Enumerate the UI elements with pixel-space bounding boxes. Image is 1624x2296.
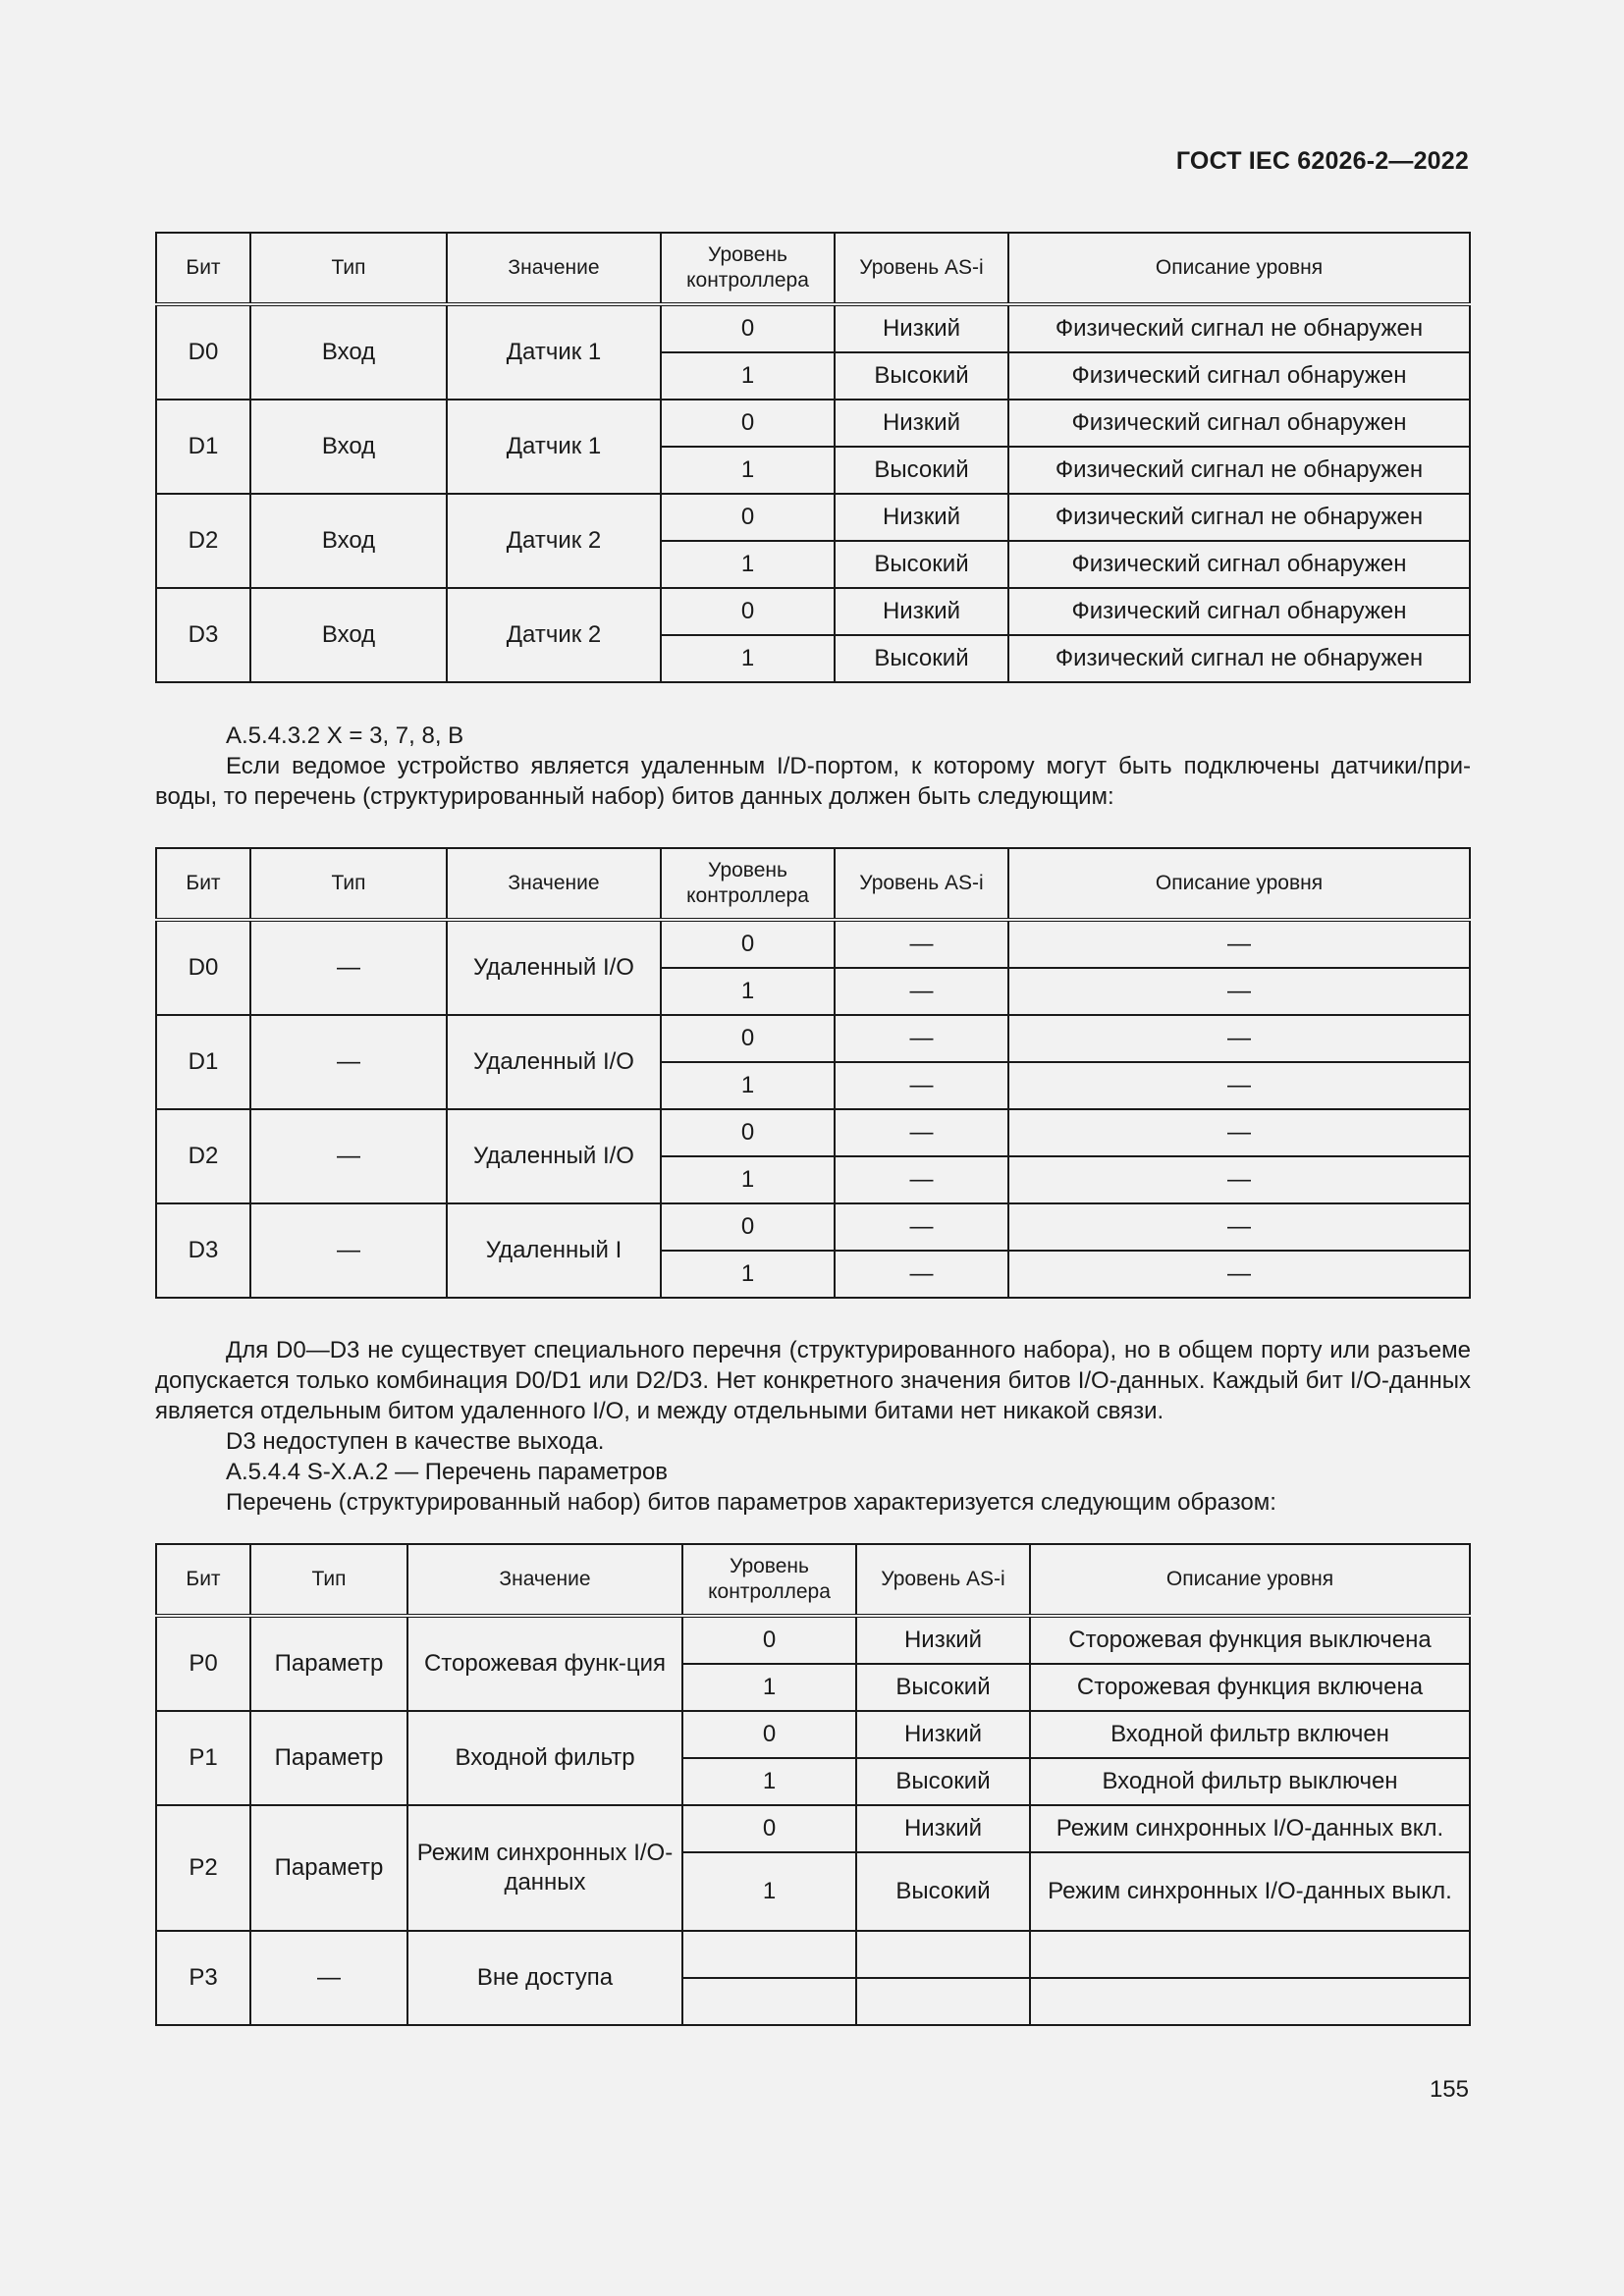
cell-value: Вне доступа: [407, 1931, 682, 2025]
cell-desc: [1030, 1978, 1470, 2025]
cell-desc: Физический сигнал не обнаружен: [1008, 447, 1470, 494]
cell-type: Вход: [250, 400, 447, 494]
cell-desc: Режим синхронных I/O-данных вкл.: [1030, 1805, 1470, 1852]
table-row: [156, 588, 1470, 635]
col-value: Значение: [407, 1544, 682, 1616]
col-controller-level: Уровень контроллера: [661, 233, 835, 304]
cell-ctrl: 1: [661, 447, 835, 494]
cell-ctrl: 0: [661, 304, 835, 352]
cell-ctrl: 1: [661, 1251, 835, 1298]
table-row: [156, 304, 1470, 352]
cell-ctrl: 1: [661, 635, 835, 682]
table-row: [156, 1616, 1470, 1664]
cell-ctrl: 1: [661, 1156, 835, 1203]
cell-asi: Высокий: [835, 447, 1008, 494]
cell-asi: —: [835, 968, 1008, 1015]
cell-asi: Высокий: [856, 1664, 1030, 1711]
cell-desc: —: [1008, 1109, 1470, 1156]
table-row: [156, 494, 1470, 541]
cell-type: Вход: [250, 588, 447, 682]
cell-type: —: [250, 1109, 447, 1203]
cell-desc: Физический сигнал не обнаружен: [1008, 635, 1470, 682]
cell-desc: —: [1008, 1062, 1470, 1109]
cell-ctrl: 1: [661, 968, 835, 1015]
cell-ctrl: 1: [661, 1062, 835, 1109]
col-bit: Бит: [156, 848, 250, 920]
col-value: Значение: [447, 848, 661, 920]
cell-type: —: [250, 1015, 447, 1109]
cell-ctrl: 0: [661, 1109, 835, 1156]
col-type: Тип: [250, 233, 447, 304]
section-heading-a544: А.5.4.4 S-X.A.2 — Перечень параметров: [226, 1459, 669, 1485]
table-row: [156, 1931, 1470, 1978]
cell-value: Датчик 1: [447, 304, 661, 400]
parameter-bits-table: [155, 1543, 1471, 2026]
cell-desc: Физический сигнал не обнаружен: [1008, 494, 1470, 541]
cell-asi: Высокий: [856, 1758, 1030, 1805]
cell-desc: —: [1008, 1156, 1470, 1203]
cell-asi: —: [835, 1156, 1008, 1203]
col-type: Тип: [250, 848, 447, 920]
cell-ctrl: 0: [661, 1203, 835, 1251]
cell-value: Сторожевая функ-ция: [407, 1616, 682, 1711]
table-row: [156, 1109, 1470, 1156]
cell-asi: [856, 1978, 1030, 2025]
cell-bit: D3: [156, 1203, 250, 1298]
cell-desc: Физический сигнал обнаружен: [1008, 352, 1470, 400]
cell-desc: Входной фильтр включен: [1030, 1711, 1470, 1758]
cell-bit: D2: [156, 494, 250, 588]
cell-desc: —: [1008, 920, 1470, 968]
cell-bit: D2: [156, 1109, 250, 1203]
col-asi-level: Уровень AS-i: [835, 848, 1008, 920]
cell-asi: Низкий: [835, 400, 1008, 447]
cell-ctrl: 0: [661, 494, 835, 541]
cell-value: Режим синхронных I/O-данных: [407, 1805, 682, 1931]
cell-asi: Высокий: [835, 635, 1008, 682]
cell-asi: Низкий: [835, 588, 1008, 635]
cell-type: —: [250, 1931, 407, 2025]
cell-desc: Входной фильтр выключен: [1030, 1758, 1470, 1805]
paragraph: Перечень (структурированный набор) битов параметров характеризуется следующим образом:: [226, 1489, 1276, 1516]
section-text-a5432: [155, 721, 1471, 812]
cell-desc: Сторожевая функция включена: [1030, 1664, 1470, 1711]
document-header: ГОСТ IEC 62026-2—2022: [1175, 147, 1469, 175]
cell-type: Параметр: [250, 1616, 407, 1711]
cell-ctrl: 0: [661, 920, 835, 968]
cell-desc: [1030, 1931, 1470, 1978]
cell-ctrl: 1: [661, 352, 835, 400]
cell-value: Удаленный I/O: [447, 1015, 661, 1109]
col-level-description: Описание уровня: [1008, 848, 1470, 920]
cell-asi: Низкий: [835, 304, 1008, 352]
cell-bit: D0: [156, 304, 250, 400]
cell-desc: Режим синхронных I/O-данных выкл.: [1030, 1852, 1470, 1931]
cell-ctrl: [682, 1978, 856, 2025]
cell-value: Удаленный I: [447, 1203, 661, 1298]
col-type: Тип: [250, 1544, 407, 1616]
cell-value: Входной фильтр: [407, 1711, 682, 1805]
cell-desc: Физический сигнал обнаружен: [1008, 541, 1470, 588]
cell-ctrl: 0: [682, 1616, 856, 1664]
cell-type: Вход: [250, 494, 447, 588]
cell-asi: —: [835, 920, 1008, 968]
cell-value: Удаленный I/O: [447, 1109, 661, 1203]
paragraph: Для D0—D3 не существует специального перечня (структурированного набора), но в общем порту или разъеме допускается только комбинация D0/D1 или D2/D3. Нет конкретного значения битов I/O-данных. Каждый бит I/O-данных является отдельным битом удаленного I/O, и между отдельными битами нет никакой связи.: [155, 1337, 1471, 1424]
cell-asi: [856, 1931, 1030, 1978]
cell-ctrl: 0: [661, 400, 835, 447]
cell-value: Датчик 1: [447, 400, 661, 494]
table-row: [156, 1015, 1470, 1062]
table-row: [156, 920, 1470, 968]
cell-ctrl: 1: [682, 1758, 856, 1805]
cell-bit: D1: [156, 400, 250, 494]
cell-ctrl: [682, 1931, 856, 1978]
cell-desc: Физический сигнал не обнаружен: [1008, 304, 1470, 352]
cell-bit: P2: [156, 1805, 250, 1931]
cell-bit: D3: [156, 588, 250, 682]
cell-bit: D1: [156, 1015, 250, 1109]
cell-asi: —: [835, 1109, 1008, 1156]
cell-ctrl: 1: [661, 541, 835, 588]
cell-ctrl: 1: [682, 1664, 856, 1711]
cell-ctrl: 0: [661, 1015, 835, 1062]
col-asi-level: Уровень AS-i: [856, 1544, 1030, 1616]
table-row: [156, 1711, 1470, 1758]
cell-desc: —: [1008, 1203, 1470, 1251]
cell-asi: Низкий: [856, 1616, 1030, 1664]
col-level-description: Описание уровня: [1008, 233, 1470, 304]
cell-ctrl: 1: [682, 1852, 856, 1931]
cell-asi: —: [835, 1015, 1008, 1062]
cell-desc: —: [1008, 968, 1470, 1015]
table-row: [156, 400, 1470, 447]
paragraph: D3 недоступен в качестве выхода.: [226, 1428, 605, 1455]
table-row: [156, 1203, 1470, 1251]
section-text-a544: [155, 1335, 1471, 1518]
cell-bit: P0: [156, 1616, 250, 1711]
cell-type: Вход: [250, 304, 447, 400]
cell-desc: Физический сигнал обнаружен: [1008, 400, 1470, 447]
cell-asi: Высокий: [856, 1852, 1030, 1931]
cell-desc: —: [1008, 1251, 1470, 1298]
col-level-description: Описание уровня: [1030, 1544, 1470, 1616]
col-controller-level: Уровень контроллера: [682, 1544, 856, 1616]
cell-asi: Низкий: [856, 1711, 1030, 1758]
cell-ctrl: 0: [661, 588, 835, 635]
cell-bit: D0: [156, 920, 250, 1015]
col-asi-level: Уровень AS-i: [835, 233, 1008, 304]
cell-desc: Сторожевая функция выключена: [1030, 1616, 1470, 1664]
cell-asi: —: [835, 1062, 1008, 1109]
page-number: 155: [1429, 2076, 1469, 2103]
cell-asi: Высокий: [835, 352, 1008, 400]
col-bit: Бит: [156, 1544, 250, 1616]
data-bits-table-sensors: [155, 232, 1471, 683]
col-bit: Бит: [156, 233, 250, 304]
cell-type: —: [250, 1203, 447, 1298]
cell-desc: Физический сигнал обнаружен: [1008, 588, 1470, 635]
cell-asi: Высокий: [835, 541, 1008, 588]
cell-desc: —: [1008, 1015, 1470, 1062]
table-row: [156, 1805, 1470, 1852]
cell-value: Датчик 2: [447, 494, 661, 588]
col-value: Значение: [447, 233, 661, 304]
cell-type: Параметр: [250, 1711, 407, 1805]
cell-value: Удаленный I/O: [447, 920, 661, 1015]
cell-asi: —: [835, 1251, 1008, 1298]
paragraph: Если ведомое устройство является удаленным I/D-портом, к которому могут быть подключены датчики/при-воды, то перечень (структурированный набор) битов данных должен быть следующим:: [155, 753, 1471, 810]
data-bits-table-remote-io: [155, 847, 1471, 1299]
cell-type: —: [250, 920, 447, 1015]
col-controller-level: Уровень контроллера: [661, 848, 835, 920]
cell-asi: —: [835, 1203, 1008, 1251]
cell-bit: P3: [156, 1931, 250, 2025]
cell-ctrl: 0: [682, 1805, 856, 1852]
cell-bit: P1: [156, 1711, 250, 1805]
cell-asi: Низкий: [856, 1805, 1030, 1852]
cell-asi: Низкий: [835, 494, 1008, 541]
section-heading-a5432: А.5.4.3.2 X = 3, 7, 8, B: [226, 722, 464, 749]
cell-ctrl: 0: [682, 1711, 856, 1758]
cell-value: Датчик 2: [447, 588, 661, 682]
cell-type: Параметр: [250, 1805, 407, 1931]
